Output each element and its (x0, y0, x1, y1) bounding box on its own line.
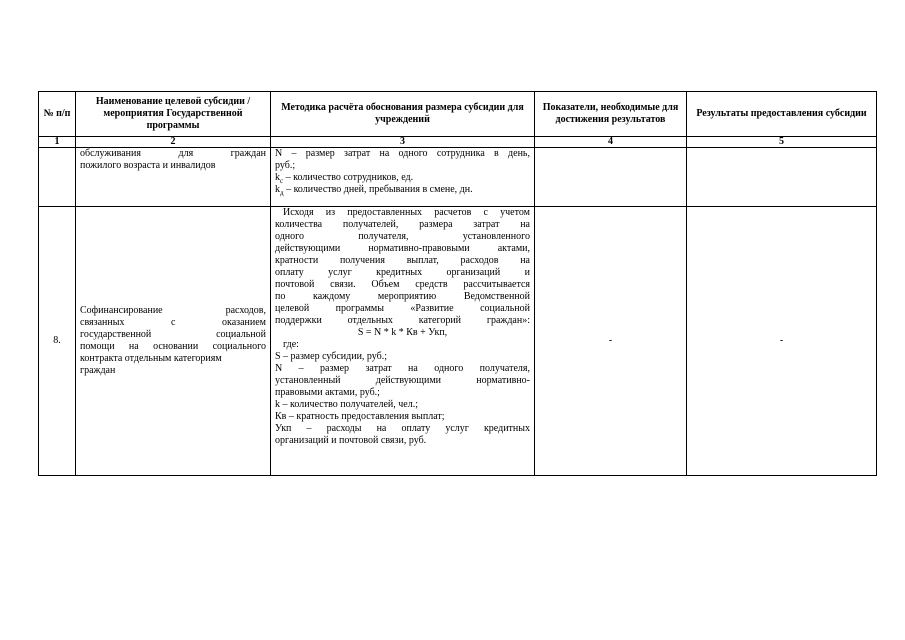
cell-name: обслуживания для граждан пожилого возраста и инвалидов (76, 148, 271, 207)
header-results: Результаты предоставления субсидии (687, 92, 877, 137)
table-row-continuation (39, 148, 877, 207)
cell-name: Софинансирование расходов, связанных с оказанием государственной социальной помощи на основании социального контракта отдельным категориям граждан (76, 207, 271, 476)
header-num: № п/п (39, 92, 76, 137)
header-indicators: Показатели, необходимые для достижения результатов (535, 92, 687, 137)
column-numbers-row (39, 137, 877, 148)
header-name: Наименование целевой субсидии /мероприятия Государственной программы (76, 92, 271, 137)
cell-method: N – размер затрат на одного сотрудника в день, руб.; $k_c$ – количество сотрудников, ед. $k_д$ – количество дней, пребывания в смене, дн. (271, 148, 535, 207)
cell-results (687, 148, 877, 207)
cell-num (39, 148, 76, 207)
kc-definition: $k_c$ – количество сотрудников, ед. (275, 172, 414, 185)
table-row-8 (39, 207, 877, 476)
cell-results: - (687, 207, 877, 476)
cell-indicators: - (535, 207, 687, 476)
kd-definition: $k_д$ – количество дней, пребывания в смене, дн. (275, 184, 473, 197)
cell-num: 8. (39, 207, 76, 476)
column-number: 5 (687, 137, 877, 148)
subsidy-table (38, 91, 877, 476)
header-method: Методика расчёта обоснования размера субсидии для учреждений (271, 92, 535, 137)
formula: S = N * k * Кв + Укп, (357, 327, 448, 338)
cell-indicators (535, 148, 687, 207)
header-row (39, 92, 877, 137)
cell-method: Исходя из предоставленных расчетов с учетом количества получателей, размера затрат на одного получателя, установленного действующими нормативно-правовыми актами, кратности получения выплат, расходов на оплату услуг кредитных организаций и почтовой связи. Объем средств рассчитывается по каждому мероприятию Ведомственной целевой программы «Развитие социальной поддержки отдельных категорий граждан»: S = N * k * Кв + Укп, где: S – размер субсидии, руб.; N – размер затрат на одного получателя, установленный действующими нормативно- правовыми актами, руб.; k – количество получателей, чел.; Кв – кратность предоставления выплат; Укп – расходы на оплату услуг кредитных организаций и почтовой связи, руб. (271, 207, 535, 476)
column-number: 3 (271, 137, 535, 148)
column-number: 4 (535, 137, 687, 148)
column-number: 2 (76, 137, 271, 148)
column-number: 1 (39, 137, 76, 148)
